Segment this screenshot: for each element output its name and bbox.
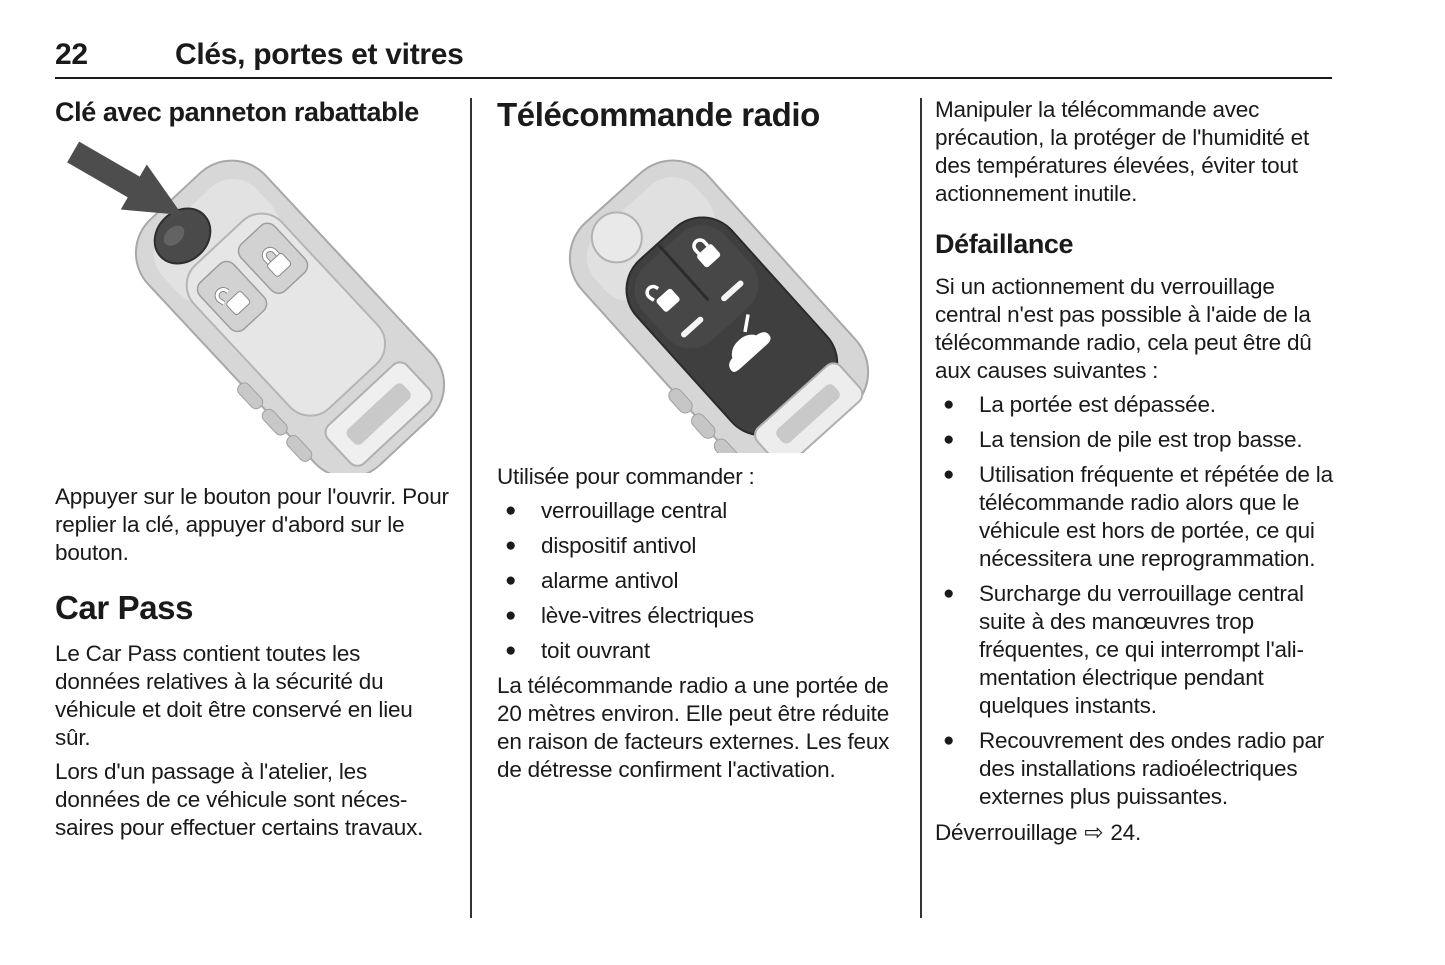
column-divider <box>920 98 922 918</box>
column-3 <box>935 96 1333 853</box>
bullet-icon: ● <box>943 429 955 450</box>
list-item: ● verrouillage central <box>505 498 728 523</box>
flip-key-illustration <box>55 141 449 473</box>
fault-causes-list <box>935 391 1333 811</box>
chapter-title: Clés, portes et vitres <box>175 38 464 71</box>
bullet-icon: ● <box>943 730 955 751</box>
paragraph-car-pass-2: Lors d'un passage à l'atelier, les données de ce véhicule sont nécessaires pour effectuer certains travaux. <box>55 759 424 840</box>
column-divider <box>470 98 472 918</box>
section-heading-fault: Défaillance <box>935 229 1074 259</box>
bullet-icon: ● <box>943 464 955 485</box>
header-rule <box>55 77 1332 79</box>
remote-functions-list <box>497 497 891 665</box>
remote-body <box>544 147 888 453</box>
list-item: ● lève-vitres électriques <box>505 603 754 628</box>
bullet-icon: ● <box>505 535 517 556</box>
bullet-icon: ● <box>505 640 517 661</box>
bullet-icon: ● <box>505 500 517 521</box>
bullet-icon: ● <box>505 570 517 591</box>
list-item: ● alarme antivol <box>505 568 679 593</box>
paragraph-remote-range: La télécommande radio a une portée de 20 mètres environ. Elle peut être réduite en raison de facteurs externes. Les feux de détresse confirment l'activation. <box>497 673 890 782</box>
remote-illustration <box>497 147 891 453</box>
page-reference <box>935 819 1333 847</box>
section-heading-car-pass: Car Pass <box>55 589 194 626</box>
bullet-icon: ● <box>943 583 955 604</box>
column-2 <box>497 96 891 790</box>
paragraph-remote-care: Manipuler la télécommande avec précaution, la protéger de l'humidité et des températures élevées, éviter tout actionnement inutile. <box>935 97 1310 206</box>
paragraph-press-button: Appuyer sur le bouton pour l'ouvrir. Pour replier la clé, appuyer d'abord sur le bouton. <box>55 484 449 565</box>
page-number: 22 <box>55 38 88 71</box>
flip-key-image <box>55 141 449 473</box>
bullet-icon: ● <box>505 605 517 626</box>
page-ref-arrow-icon: ⇨ <box>1084 820 1104 846</box>
section-heading-flip-key: Clé avec panneton rabattable <box>55 97 419 127</box>
paragraph-fault-intro: Si un actionnement du verrouillage central n'est pas possible à l'aide de la télécommande radio, cela peut être dû aux causes suivantes : <box>935 274 1312 383</box>
page-ref-number: 24. <box>1110 820 1142 845</box>
paragraph-car-pass-1: Le Car Pass contient toutes les données relatives à la sécurité du véhicule et doit être conservé en lieu sûr. <box>55 641 413 750</box>
column-1 <box>55 96 449 848</box>
page-ref-label: Déverrouillage <box>935 820 1078 845</box>
list-item: ● dispositif antivol <box>505 533 697 558</box>
bullet-icon: ● <box>943 394 955 415</box>
list-item: ● toit ouvrant <box>505 638 650 663</box>
section-heading-remote: Télécommande radio <box>497 96 820 133</box>
remote-image <box>497 147 891 453</box>
list-item: ● Surcharge du verrouillage central suite à des manœuvres trop fréquentes, ce qui interrompt l'alimentation électrique pendant quelques instants. <box>943 581 1304 718</box>
list-item: ● La portée est dépassée. <box>943 392 1216 417</box>
paragraph-remote-intro: Utilisée pour commander : <box>497 464 755 489</box>
list-item: ● Recouvrement des ondes radio par des installations radioélectriques externes plus puissantes. <box>943 728 1325 809</box>
list-item: ● Utilisation fréquente et répétée de la télécommande radio alors que le véhicule est hors de portée, ce qui nécessitera une reprogrammation. <box>943 462 1333 571</box>
list-item: ● La tension de pile est trop basse. <box>943 427 1303 452</box>
